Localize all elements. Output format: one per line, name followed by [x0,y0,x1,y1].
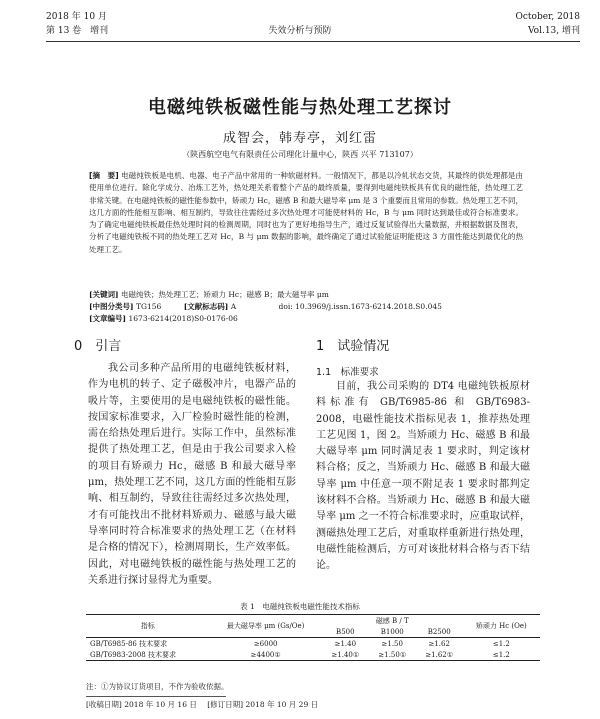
col-coercivity: 矫顽力 Hc (Oe) [463,615,540,638]
spec-table [86,614,540,661]
clc-value: TG156 [136,302,162,311]
paper-title: 电磁纯铁板磁性能与热处理工艺探讨 [148,97,452,118]
keywords: 电磁纯铁；热处理工艺；矫顽力 Hc；磁感 B；最大磁导率 μm [121,290,329,299]
col-index: 指标 [86,615,209,638]
col-permeability: 最大磁导率 μm (Gs/Oe) [209,615,321,638]
revised-date: 2018 年 10 月 29 日 [245,700,319,709]
abstract-label: [摘 要] [89,171,119,180]
table-row [86,649,540,661]
cell-b1000: ≥1.50① [369,649,416,661]
paper-affiliation: （陕西航空电气有限责任公司理化计量中心，陕西 兴平 713107） [182,150,418,159]
header-date-en: October, 2018 [515,12,580,22]
header-date: 2018 年 10 月 [46,12,107,22]
cell-b500: ≥1.40 [334,639,357,648]
table-header-row [86,615,540,627]
article-number: 1673-6214(2018)S0-0176-06 [128,314,238,323]
doi-label: doi: [278,302,293,311]
revised-label: [修订日期] [207,700,244,709]
table-row [86,638,540,650]
col-b500: B500 [322,626,369,638]
cell-hc: ≤1.2 [463,649,540,661]
doc-code-value: A [230,302,237,311]
col-induction: 磁感 B / T [322,615,463,627]
cell-index: GB/T6983-2008 技术要求 [86,649,209,661]
cell-b2500: ≥1.62① [416,649,463,661]
received-label: [收稿日期] [86,700,122,709]
header-volume-en: Vol.13, 增刊 [527,26,580,36]
table-note: 注：①为协议订货项目，不作为验收依据。 [86,682,229,691]
received-date: 2018 年 10 月 16 日 [124,700,197,709]
intro-heading: 0 引言 [74,339,122,354]
header-volume: 第 13 卷 增刊 [46,26,109,36]
cell-b2500: ≥1.62 [428,639,450,648]
standard-paragraph: 目前，我公司采购的 DT4 电磁纯铁板原材料标准有 GB/T6985-86 和 GB/T6983-2008，电磁性能技术指标见表 1，推荐热处理工艺见图 1，图 2。当矫顽力 Hc、磁感 B 和最大磁导率 μm 同时满足表 1 要求时，判定该材料合格；反之，当矫顽力 Hc、磁感 B 和最大磁导率 μm 中任意一项不附足表 1 要求时都判定该材料不合格。当矫顽力 Hc、磁感 B 和最大磁导率 μm 之一不符合标准要求时，应重取试样，测磁热处理工艺后，对重取样重新进行热处理，电磁性能检测后，方可对该批材料合格与否下结论。 [316,381,530,572]
article-number-line [89,313,523,324]
col-b2500: B2500 [416,626,463,638]
keywords-line [89,289,523,300]
article-number-label: [文章编号] [89,314,127,323]
classification-line [89,301,523,312]
table-caption: 表 1 电磁纯铁板电磁性能技术指标 [240,602,360,611]
cell-b1000: ≥1.50 [381,639,403,648]
doi-value: 10.3969/j.issn.1673-6214.2018.S0.045 [295,302,442,311]
journal-date-issue-en [516,10,580,38]
standard-subheading: 1.1 标准要求 [316,367,379,378]
header-divider [46,41,580,42]
abstract-text: 电磁纯铁板是电机、电器、电子产品中常用的一种软磁材料。一般情况下，都是以冷轧状态交货，其最终的供处理都是由使用单位进行。除化学成分、冶炼工艺外，热处理关系着整个产品的最终质量，要得到电磁纯铁板具有优良的磁性能，热处理工艺非常关键。在电磁纯铁板的磁性能参数中，矫顽力 Hc，磁感 B 和最大磁导率 μm 是 3 个重要而且常用的参数。热处理工艺不同，这几方面的性能相互影响、相互制约，导致往往需经过多次热处理才可能使材料的 Hc，B 与 μm 同时达到最佳或符合标准要求。为了确定电磁纯铁板最佳热处理时间的检测周期，同时也为了更好地指导生产，通过反复试验得出大量数据，并根据数据及图表，分析了电磁纯铁板不同的热处理工艺对 Hc，B 与 μm 数据的影响，最终确定了通过试验能证明能使这 3 方面性能达到最优化的热处理工艺。 [89,171,524,254]
doc-code-label: [文献标志码] [183,302,229,311]
cell-mu: ≥6000 [253,639,278,648]
test-heading: 1 试验情况 [316,339,390,354]
journal-name: 失效分析与预防 [268,26,332,36]
cell-hc: ≤1.2 [492,639,510,648]
clc-label: [中图分类号] [89,302,134,311]
cell-index: GB/T6985-86 技术要求 [90,639,168,648]
footnote-divider [86,696,226,697]
intro-paragraph: 我公司多种产品所用的电磁纯铁板材料，作为电机的转子、定子磁极冲片，电器产品的吸片等，主要使用的是电磁纯铁板的磁性能。按国家标准要求，入厂检验时磁性能的检测，需在给热处理后进行。实际工作中，虽然标准提供了热处理工艺，但是由于我公司要求入检的项目有矫顽力 Hc，磁感 B 和最大磁导率 μm，热处理工艺不同，这几方面的性能相互影响、相互制约，导致往往需经过多次热处理，才有可能找出不批材料矫顽力、磁感与最大磁导率同时符合标准要求的热处理工艺（在材料是合格的情况下），检测周期长，生产效率低。因此，对电磁纯铁板的磁性能与热处理工艺的关系进行探讨显得尤为重要。 [88,363,296,586]
cell-mu: ≥4400① [209,649,321,661]
cell-b500: ≥1.40① [322,649,369,661]
paper-authors: 成智会，韩寿亭，刘红雷 [222,131,377,146]
col-b1000: B1000 [369,626,416,638]
keywords-label: [关键词] [89,290,119,299]
footnote-dates [86,699,318,710]
abstract [89,170,523,256]
